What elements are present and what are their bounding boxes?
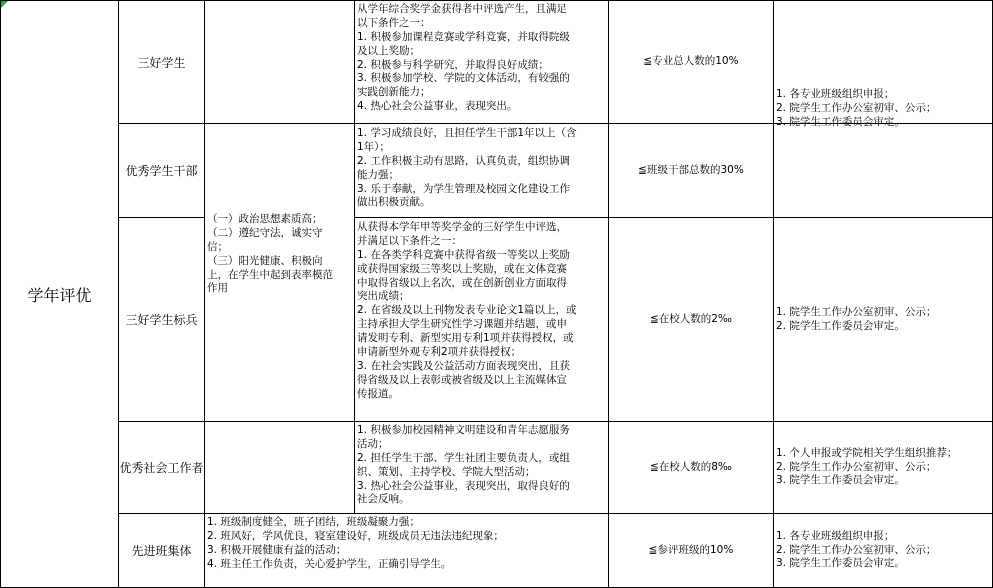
condition-line: 中取得省级以上名次，或在创新创业方面取得 [357, 276, 567, 289]
award-name: 三好学生 [137, 55, 186, 70]
condition-line: 4. 班主任工作负责，关心爱护学生，正确引导学生。 [207, 557, 452, 570]
award-name: 先进班集体 [131, 544, 192, 558]
condition-line: 2. 在省级及以上刊物发表专业论文1篇以上，或 [357, 304, 577, 317]
condition-line: 3. 积极参加学校、学院的文体活动，有较强的 [357, 72, 570, 85]
condition-line: 3. 乐于奉献，为学生管理及校园文化建设工作 [357, 182, 570, 195]
condition-line: 从学年综合奖学金获得者中评选产生，且满足 [357, 3, 567, 15]
section-label: 学年评优 [27, 285, 92, 305]
condition-line: 并满足以下条件之一： [357, 234, 462, 247]
award-quota: ≦专业总人数的10% [643, 55, 739, 68]
award-quota: ≦在校人数的8‰ [649, 460, 733, 473]
condition-line: 及以上奖励； [357, 44, 420, 57]
award-procedure [774, 514, 992, 587]
award-name: 优秀学生干部 [125, 164, 198, 178]
condition-line: 3. 热心社会公益事业，表现突出，取得良好的 [357, 479, 570, 492]
condition-line: 1年）； [357, 140, 390, 153]
condition-line: 社会反响。 [357, 493, 410, 506]
procedure-line: 1. 各专业班级组织申报； [776, 529, 895, 542]
condition-line: 活动； [357, 437, 389, 450]
procedure-line: 3. 院学生工作委员会审定。 [776, 557, 905, 570]
condition-line: 突出成绩； [357, 290, 410, 303]
condition-line: 4. 热心社会公益事业，表现突出。 [357, 100, 518, 113]
award-procedure [774, 422, 992, 513]
condition-line: 2. 工作积极主动有思路，认真负责，组织协调 [357, 154, 570, 167]
shared-conditions [205, 213, 354, 303]
condition-line: 2. 担任学生干部、学生社团主要负责人，或组 [357, 451, 570, 464]
procedure-line: 2. 院学生工作办公室初审、公示； [776, 102, 937, 115]
award-conditions [205, 516, 608, 586]
award-conditions [355, 424, 608, 512]
award-name: 三好学生标兵 [125, 313, 198, 327]
award-quota: ≦在校人数的2‰ [649, 312, 733, 325]
condition-line: 申请新型外观专利2项并获得授权； [357, 346, 522, 359]
condition-line: 实践创新能力； [357, 86, 431, 99]
procedure-line: 1. 个人申报或学院相关学生组织推荐； [776, 446, 958, 459]
condition-line: 传报道。 [357, 387, 399, 400]
condition-line: （二）遵纪守法，诚实守 [207, 226, 323, 239]
procedure-line: 2. 院学生工作办公室初审、公示； [776, 543, 937, 556]
condition-line: 做出积极贡献。 [357, 196, 431, 209]
procedure-line: 3. 院学生工作委员会审定。 [776, 474, 905, 487]
condition-line: （三）阳光健康、积极向 [207, 254, 323, 267]
condition-line: 1. 积极参加校园精神文明建设和青年志愿服务 [357, 424, 570, 436]
condition-line: 信； [207, 240, 228, 253]
condition-line: 请发明专利、新型实用专利1项并获得授权，或 [357, 332, 574, 345]
condition-line: 3. 在社会实践及公益活动方面表现突出，且获 [357, 359, 570, 372]
condition-line: 1. 在各类学科竞赛中获得省级一等奖以上奖励 [357, 248, 570, 261]
condition-line: （一）政治思想素质高； [207, 213, 323, 225]
condition-line: 2. 班风好，学风优良，寝室建设好，班级成员无违法违纪现象； [207, 529, 504, 542]
award-procedure [774, 1, 992, 217]
condition-line: 1. 积极参加课程竞赛或学科竞赛，并取得院级 [357, 30, 570, 43]
condition-line: 3. 积极开展健康有益的活动； [207, 543, 347, 556]
condition-line: 1. 学习成绩良好，且担任学生干部1年以上（含 [357, 127, 577, 139]
award-conditions [355, 221, 608, 419]
condition-line: 能力强； [357, 168, 399, 181]
condition-line: 或获得国家级三等奖以上奖励，或在文体竞赛 [357, 262, 567, 275]
procedure-line: 1. 各专业班级组织申报； [776, 88, 895, 101]
procedure-line: 2. 院学生工作委员会审定。 [776, 319, 905, 332]
award-procedure [774, 218, 992, 421]
condition-line: 上，在学生中起到表率模范 [207, 268, 333, 281]
condition-line: 以下条件之一： [357, 16, 431, 29]
award-conditions [355, 127, 608, 215]
award-quota: ≦班级干部总数的30% [638, 163, 744, 176]
condition-line: 织、策划、主持学校、学院大型活动； [357, 465, 536, 478]
condition-line: 作用 [207, 282, 228, 295]
condition-line: 2. 积极参与科学研究，并取得良好成绩； [357, 58, 549, 71]
procedure-line: 1. 院学生工作办公室初审、公示； [776, 305, 937, 318]
procedure-line: 2. 院学生工作办公室初审、公示； [776, 460, 937, 473]
condition-line: 主持承担大学生研究性学习课题并结题，或申 [357, 318, 567, 331]
condition-line: 从获得本学年甲等奖学金的三好学生中评选， [357, 221, 567, 233]
award-quota: ≦参评班级的10% [648, 543, 734, 556]
procedure-line: 3. 院学生工作委员会审定。 [776, 115, 905, 128]
award-name: 优秀社会工作者 [119, 461, 204, 475]
condition-line: 1. 班级制度健全，班子团结，班级凝聚力强； [207, 516, 420, 528]
condition-line: 得省级及以上表彰或被省级及以上主流媒体宣 [357, 373, 567, 386]
award-conditions [355, 3, 608, 121]
